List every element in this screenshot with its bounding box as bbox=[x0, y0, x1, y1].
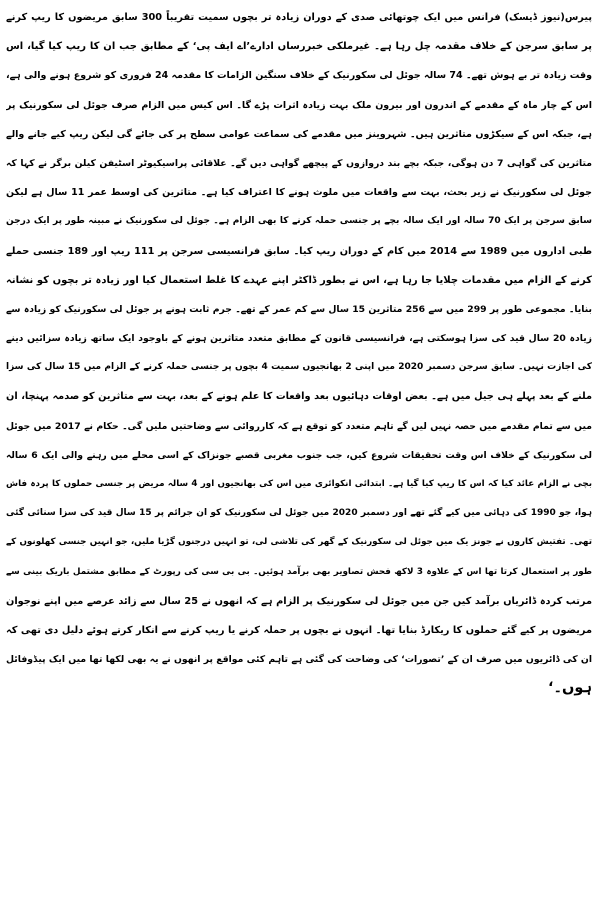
article-line-18: ہوا، جو 1990 کی دہائی میں کیے گئے تھے اور دسمبر 2020 میں جوئل لی سکورنیک کو ان جرائم پر 15 سال قید کی سزا سنائی گئی bbox=[6, 508, 592, 519]
article-line-24: ہوں۔‘ bbox=[548, 680, 592, 697]
article-line-16: لی سکورنیک کے خلاف اس وقت تحقیقات شروع کیں، جب جنوب مغربی قصبے جونزاک کے اسی محلے میں رہنے والی ایک 6 سالہ bbox=[6, 449, 592, 461]
article-line-19: تھی۔ تفتیش کاروں نے جونز یک میں جوئل لی سکورنیک کے گھر کی تلاشی لی، تو انہیں درجنوں گڑیا ملیں، جو انہیں جنسی کھلونوں کے bbox=[6, 537, 592, 548]
article-line-11: بنایا۔ مجموعی طور پر 299 میں سے 256 متاثرین 15 سال سے کم عمر کے تھے۔ جرم ثابت ہونے پر جوئل لی سکورنیک کو زیادہ سے bbox=[6, 303, 592, 315]
article-line-17: بچی نے الزام عائد کیا کہ اس کا ریپ کیا گیا ہے۔ ابتدائی انکوائری میں اس کی بھانجیوں اور 4 سالہ مریض پر جنسی حملوں کا پردہ فاش bbox=[6, 479, 592, 489]
article-line-1: پیرس(نیوز ڈیسک) فرانس میں ایک چوتھائی صدی کے دوران زیادہ تر بچوں سمیت تقریباً 300 سابق مریضوں کا ریپ کرنے bbox=[6, 12, 592, 23]
article-line-12: زیادہ 20 سال قید کی سزا ہوسکتی ہے، فرانسیسی قانون کے مطابق متعدد متاثرین ہونے کے باوجود ایک ساتھ زیادہ سزائیں دینے bbox=[6, 333, 592, 345]
article-line-2: پر سابق سرجن کے خلاف مقدمہ چل رہا ہے۔ غیرملکی خبررساں ادارے’اے ایف پی‘ کے مطابق جب ان کا ریپ کیا گیا، اس bbox=[6, 41, 592, 53]
article-line-15: میں سے تمام مقدمے میں حصہ نہیں لیں گے تاہم متعدد کو توقع ہے کہ کارروائی سے وضاحتیں ملیں گی۔ حکام نے 2017 میں جوئل bbox=[6, 420, 592, 432]
news-article bbox=[6, 3, 592, 895]
article-line-3: وقت زیادہ تر بے ہوش تھے۔ 74 سالہ جوئل لی سکورنیک کے خلاف سنگین الزامات کا مقدمہ 24 فروری کو شروع ہونے والی ہے، bbox=[6, 70, 592, 82]
article-line-22: مریضوں پر کیے گئے حملوں کا ریکارڈ بنایا تھا۔ انہوں نے بچوں پر حملہ کرنے یا ریپ کرنے سے انکار کرتے ہوئے دلیل دی تھی کہ bbox=[6, 624, 592, 636]
article-line-5: ہے، جبکہ اس کے سیکڑوں متاثرین ہیں۔ شہروینز میں مقدمے کی سماعت عوامی سطح پر کی جائے گی لیکن ریپ کیے جانے والے bbox=[6, 128, 592, 140]
article-line-4: اس کے چار ماہ کے مقدمے کے اندرون اور بیرون ملک بہت زیادہ اثرات پڑے گا۔ اس کیس میں الزام صرف جوئل لی سکورنیک پر bbox=[6, 99, 592, 111]
article-line-13: کی اجازت نہیں۔ سابق سرجن دسمبر 2020 میں اپنی 2 بھانجیوں سمیت 4 بچوں پر جنسی حملہ کرنے کے الزام میں 15 سال کی سزا bbox=[6, 362, 592, 373]
article-line-23: ان کی ڈائریوں میں صرف ان کے ’تصورات‘ کی وضاحت کی گئی ہے تاہم کئی مواقع پر انھوں نے یہ بھی لکھا تھا میں ایک پیڈوفائل bbox=[6, 654, 592, 666]
article-line-7: جوئل لی سکورنیک نے زیر بحث، بہت سے واقعات میں ملوث ہونے کا اعتراف کیا ہے۔ متاثرین کی اوسط عمر 11 سال ہے لیکن bbox=[6, 187, 592, 199]
article-line-10: کرنے کے الزام میں مقدمات چلایا جا رہا ہے، اس نے بطور ڈاکٹر اپنے عہدے کا غلط استعمال کیا اور زیادہ تر بچوں کو نشانہ bbox=[6, 274, 592, 286]
article-line-14: ملنے کے بعد پہلے ہی جیل میں ہے۔ بعض اوقات دہائیوں بعد واقعات کا علم ہونے کے بعد، بہت سے متاثرین کو صدمہ پہنچا، ان bbox=[6, 391, 592, 403]
article-line-21: مرتب کردہ ڈائریاں برآمد کیں جن میں جوئل لی سکورنیک پر الزام ہے کہ انھوں نے 25 سال سے زائد عرصے میں اپنے نوجوان bbox=[6, 595, 592, 607]
article-line-6: متاثرین کی گواہی 7 دن ہوگی، جبکہ بچے بند دروازوں کے پیچھے گواہی دیں گے۔ علاقائی پراسیکیوٹر اسٹیفن کیلن برگر نے کہا کہ bbox=[6, 157, 592, 169]
article-line-9: طبی اداروں میں 1989 سے 2014 میں کام کے دوران ریپ کیا۔ سابق فرانسیسی سرجن پر 111 ریپ اور 189 جنسی حملے bbox=[6, 245, 592, 257]
article-line-20: طور پر استعمال کرتا تھا اس کے علاوہ 3 لاکھ فحش تصاویر بھی برآمد ہوئیں۔ بی بی سی کی رپورٹ کے مطابق مشتمل باریک بینی سے bbox=[6, 566, 592, 577]
article-line-8: سابق سرجن پر ایک 70 سالہ اور ایک سالہ بچے پر جنسی حملہ کرنے کا بھی الزام ہے۔ جوئل لی سکورنیک نے مبینہ طور پر ایک درجن bbox=[6, 216, 592, 227]
